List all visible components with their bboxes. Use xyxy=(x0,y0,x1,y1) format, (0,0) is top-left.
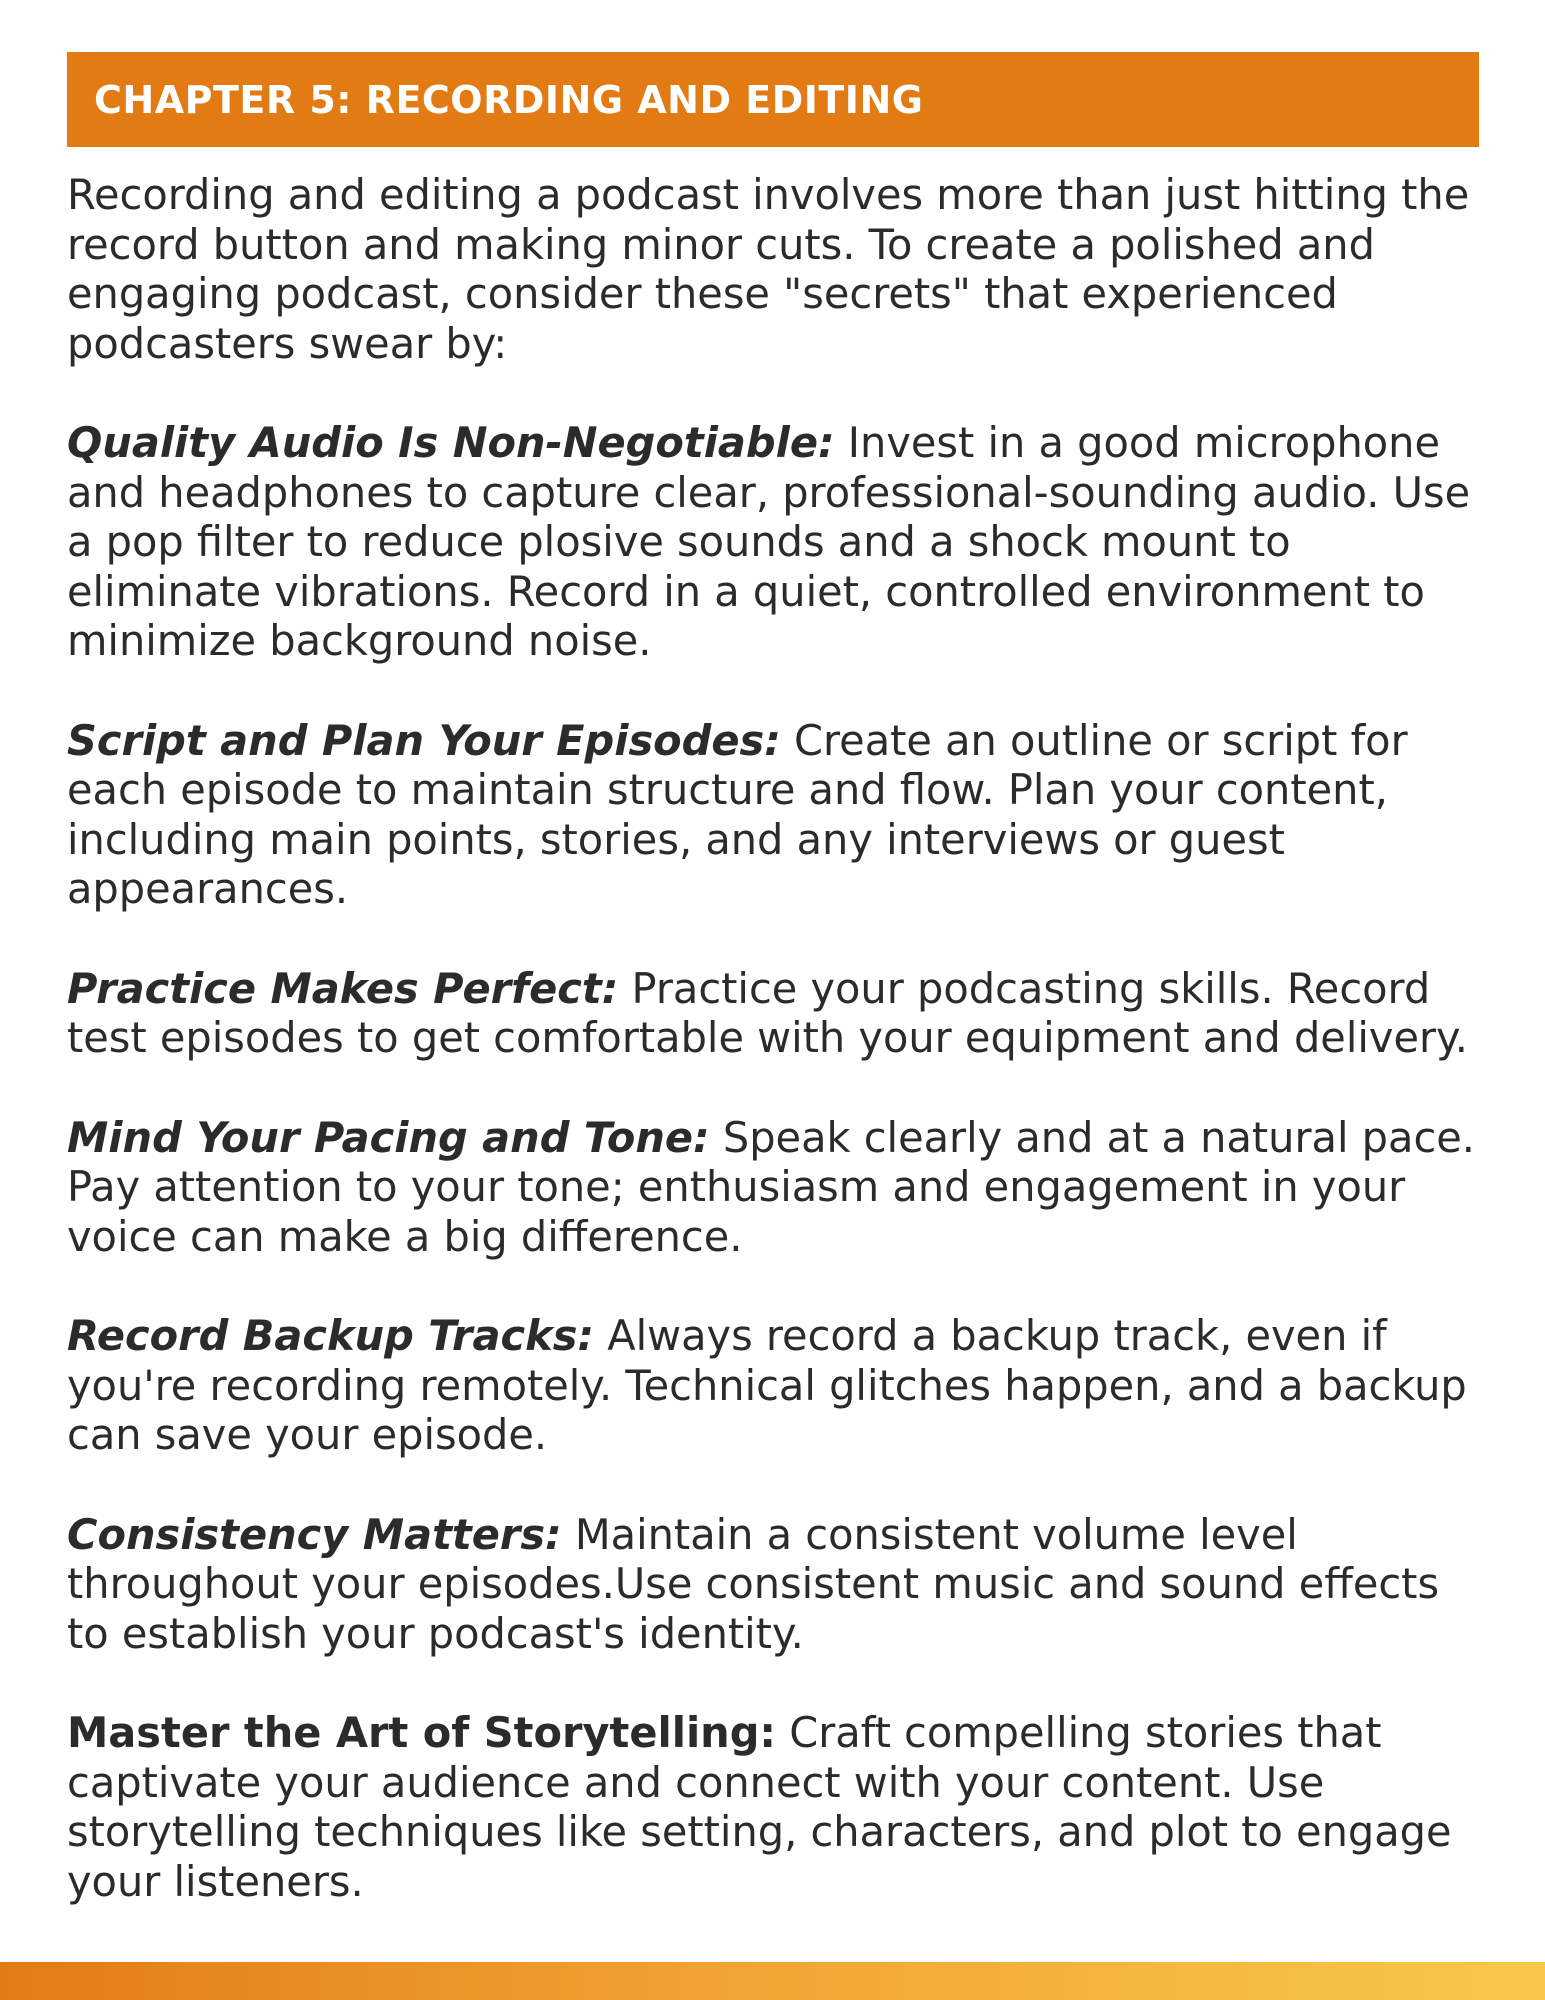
chapter-title: CHAPTER 5: RECORDING AND EDITING xyxy=(94,77,924,122)
section-body: Practice your podcasting skills. Record test episodes to get comfortable with your equipment and delivery. xyxy=(67,963,1468,1062)
section-body: Speak clearly and at a natural pace. Pay attention to your tone; enthusiasm and engagement in your voice can make a big difference. xyxy=(67,1112,1475,1261)
section-script-and-plan xyxy=(67,716,1487,914)
section-practice xyxy=(67,964,1487,1063)
section-body: Maintain a consistent volume level throughout your episodes.Use consistent music and sound effects to establish your podcast's identity. xyxy=(67,1509,1440,1658)
section-body: Create an outline or script for each episode to maintain structure and flow. Plan your content, including main points, stories, and any interviews or guest appearances. xyxy=(67,715,1408,913)
section-heading: Script and Plan Your Episodes: xyxy=(67,715,781,765)
section-backup-tracks xyxy=(67,1311,1487,1460)
section-consistency xyxy=(67,1510,1487,1659)
section-heading: Master the Art of Storytelling: xyxy=(67,1708,777,1757)
section-heading: Consistency Matters: xyxy=(67,1509,562,1559)
section-body: Invest in a good microphone and headphones to capture clear, professional-sounding audio. Use a pop filter to reduce plosive sounds and a shock mount to eliminate vibrations. Record in a quiet, controlled environment to minimize background noise. xyxy=(67,418,1471,665)
intro-paragraph: Recording and editing a podcast involves more than just hitting the record button and making minor cuts. To create a polished and engaging podcast, consider these "secrets" that experienced podcasters swear by: xyxy=(67,170,1470,368)
footer-gradient-bar xyxy=(0,1962,1545,2000)
chapter-banner xyxy=(67,52,1479,147)
section-storytelling xyxy=(67,1708,1487,1906)
section-pacing-and-tone xyxy=(67,1113,1487,1262)
section-heading: Mind Your Pacing and Tone: xyxy=(67,1112,710,1162)
section-body: Craft compelling stories that captivate your audience and connect with your content. Use storytelling techniques like setting, characters, and plot to engage your listeners. xyxy=(67,1708,1452,1906)
section-heading: Quality Audio Is Non-Negotiable: xyxy=(67,418,835,467)
section-heading: Record Backup Tracks: xyxy=(67,1311,595,1360)
section-body: Always record a backup track, even if you're recording remotely. Technical glitches happen, and a backup can save your episode. xyxy=(67,1311,1467,1459)
page-content xyxy=(67,170,1487,1956)
section-quality-audio xyxy=(67,418,1487,666)
section-heading: Practice Makes Perfect: xyxy=(67,963,619,1013)
